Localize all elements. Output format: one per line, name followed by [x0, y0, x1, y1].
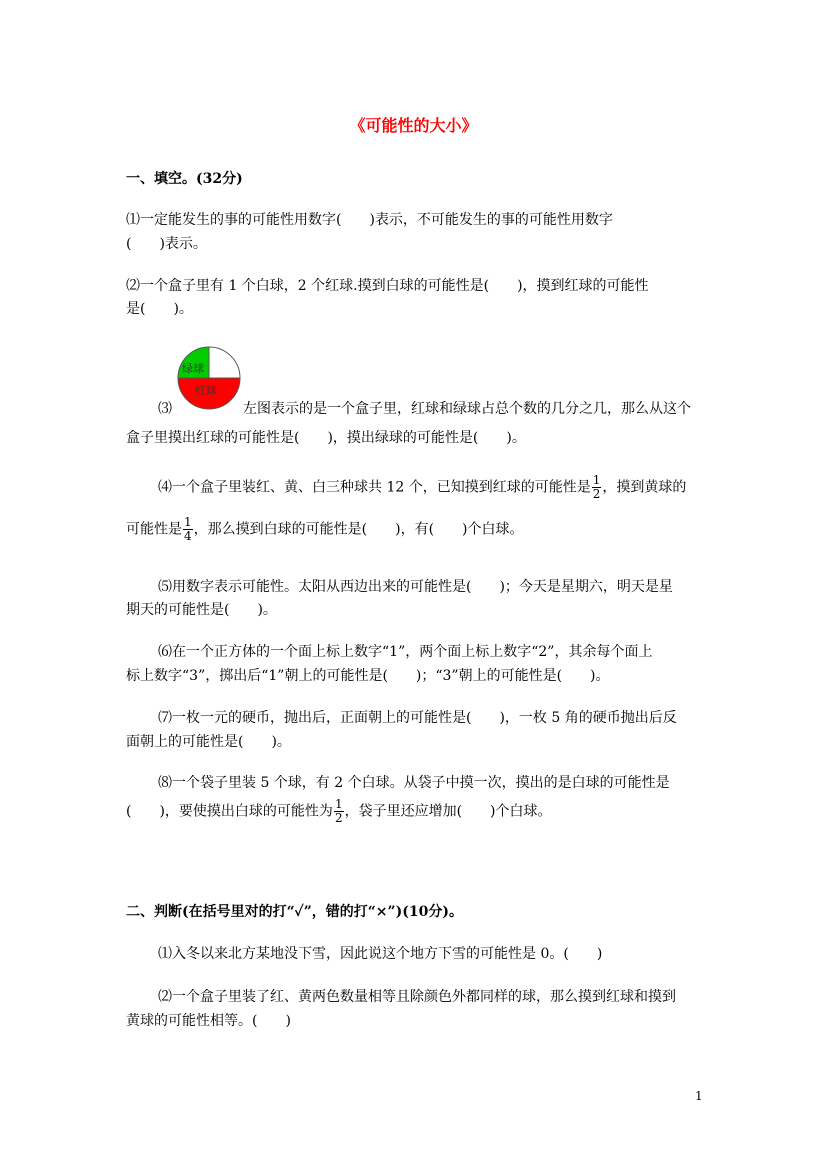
q4-fraction-quarter [183, 516, 193, 543]
red-green-ball-pie [176, 345, 242, 411]
page-number: 1 [695, 1089, 703, 1103]
q6-line2: 标上数字“3”，掷出后“1”朝上的可能性是( )；“3”朝上的可能性是( )。 [126, 668, 610, 684]
q4-line1-text-b: ，摸到黄球的 [602, 479, 687, 496]
q4-line1 [158, 474, 686, 501]
q5-line1: ⑸用数字表示可能性。太阳从西边出来的可能性是( )；今天是星期六，明天是星 [158, 579, 673, 595]
q4-line2 [126, 516, 524, 543]
fraction-numerator: 1 [592, 473, 601, 487]
q4-line1-text-a: ⑷一个盒子里装红、黄、白三种球共 12 个，已知摸到红球的可能性是 [158, 479, 591, 496]
fraction-denominator: 4 [184, 529, 192, 543]
q4-fraction-half [592, 474, 602, 501]
q1-line1: ⑴一定能发生的事的可能性用数字( )表示，不可能发生的事的可能性用数字 [126, 212, 613, 228]
q2-line1: ⑵一个盒子里有 1 个白球，2 个红球.摸到白球的可能性是( )，摸到红球的可能性 [126, 278, 649, 294]
q7-line2: 面朝上的可能性是( )。 [126, 734, 291, 750]
q3-prefix: ⑶ [158, 401, 172, 417]
q8-line2-text-a: ( )，要使摸出白球的可能性为 [126, 803, 333, 820]
s2-q2-line2: 黄球的可能性相等。( ) [126, 1013, 291, 1029]
fraction-numerator: 1 [184, 515, 192, 529]
q2-line2: 是( )。 [126, 301, 193, 317]
q8-line2-text-b: ，袋子里还应增加( )个白球。 [344, 803, 552, 820]
section-1-heading: 一、填空。(32分) [126, 171, 243, 187]
fraction-denominator: 2 [334, 811, 343, 825]
q8-line1: ⑻一个袋子里装 5 个球，有 2 个白球。从袋子中摸一次，摸出的是白球的可能性是 [158, 775, 670, 791]
pie-red-label: 红球 [195, 384, 217, 397]
q6-line1: ⑹在一个正方体的一个面上标上数字“1”，两个面上标上数字“2”，其余每个面上 [158, 644, 653, 660]
q1-line2: ( )表示。 [126, 236, 207, 252]
q3-line1: 左图表示的是一个盒子里，红球和绿球占总个数的几分之几，那么从这个 [243, 401, 691, 417]
q4-line2-text-a: 可能性是 [126, 521, 182, 538]
section-2-heading: 二、判断(在括号里对的打“✓”，错的打“×”)(10分)。 [126, 904, 463, 920]
q8-line2 [126, 798, 552, 825]
s2-q2-line1: ⑵一个盒子里装了红、黄两色数量相等且除颜色外都同样的球，那么摸到红球和摸到 [158, 989, 676, 1005]
pie-green-label: 绿球 [182, 362, 204, 375]
fraction-numerator: 1 [334, 797, 343, 811]
s2-q1-line1: ⑴入冬以来北方某地没下雪，因此说这个地方下雪的可能性是 0。( ) [158, 946, 603, 962]
q8-fraction-half [334, 798, 344, 825]
fraction-denominator: 2 [592, 487, 601, 501]
q7-line1: ⑺一枚一元的硬币，抛出后，正面朝上的可能性是( )，一枚 5 角的硬币抛出后反 [158, 710, 677, 726]
q4-line2-text-b: ，那么摸到白球的可能性是( )，有( )个白球。 [193, 521, 524, 538]
q3-line2: 盒子里摸出红球的可能性是( )，摸出绿球的可能性是( )。 [126, 430, 526, 446]
q5-line2: 期天的可能性是( )。 [126, 602, 277, 618]
document-title: 《可能性的大小》 [349, 116, 478, 135]
